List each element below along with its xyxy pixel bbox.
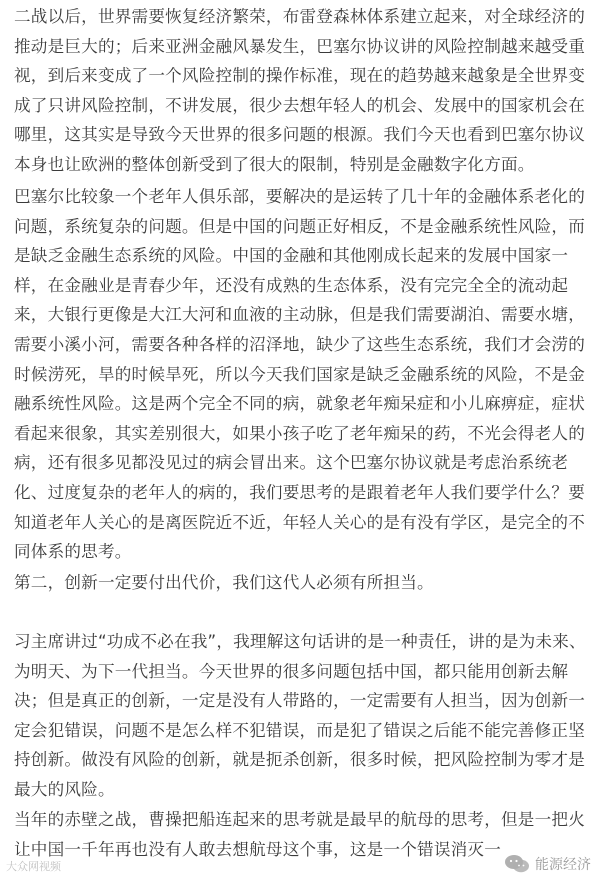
text-line: 决；但是真正的创新，一定是没有人带路的，一定需要有人担当，因为创新一 bbox=[14, 691, 585, 711]
text-line: 习主席讲过“功成不必在我”，我理解这句话讲的是一种责任，讲的是为未来、 bbox=[14, 632, 586, 651]
text-line: 知道老年人关心的是离医院近不近，年轻人关心的是有没有学区，是完全的不 bbox=[14, 512, 585, 532]
text-line: 当年的赤壁之战，曹操把船连起来的思考就是最早的航母的思考，但是一把火 bbox=[14, 810, 585, 829]
text-line: 二战以后，世界需要恢复经济繁荣，布雷登森林体系建立起来，对全球经济的 bbox=[14, 7, 585, 26]
text-line: 来，大银行更像是大江大河和血液的主动脉，但是我们需要湖泊、需要水塘， bbox=[14, 305, 585, 325]
text-line: 第二，创新一定要付出代价，我们这代人必须有所担当。 bbox=[14, 573, 434, 592]
paragraph-1 bbox=[14, 2, 585, 180]
text-line: 为明天、为下一代担当。今天世界的很多问题包括中国，都只能用创新去解 bbox=[14, 661, 569, 681]
watermark-left: 大众网视频 bbox=[6, 860, 61, 873]
text-line: 定会犯错误，问题不是怎么样不犯错误，而是犯了错误之后能不能完善修正坚 bbox=[14, 720, 585, 740]
text-line: 同体系的思考。 bbox=[14, 542, 132, 562]
text-line: 成了只讲风险控制，不讲发展，很少去想年轻人的机会、发展中的国家机会在 bbox=[14, 95, 585, 115]
paragraph-5 bbox=[14, 805, 585, 864]
paragraph-3-heading bbox=[14, 568, 434, 598]
text-line: 持创新。做没有风险的创新，就是扼杀创新，很多时候，把风险控制为零才是 bbox=[14, 750, 585, 770]
text-line: 样，在金融业是青春少年，还没有成熟的生态体系，没有完完全全的流动起 bbox=[14, 275, 569, 295]
text-line: 时候涝死，旱的时候旱死，所以今天我们国家是缺乏金融系统的风险，不是金 bbox=[14, 364, 585, 384]
paragraph-4 bbox=[14, 627, 586, 805]
wechat-icon bbox=[504, 854, 530, 874]
text-line: 本身也让欧洲的整体创新受到了很大的限制，特别是金融数字化方面。 bbox=[14, 154, 535, 174]
paragraph-2 bbox=[14, 182, 585, 567]
text-line: 问题，系统复杂的问题。但是中国的问题正好相反，不是金融系统性风险，而 bbox=[14, 216, 585, 236]
text-line: 让中国一千年再也没有人敢去想航母这个事，这是一个错误消灭一 bbox=[14, 839, 502, 859]
text-line: 哪里，这其实是导致今天世界的很多问题的根源。我们今天也看到巴塞尔协议 bbox=[14, 125, 585, 145]
text-line: 是缺乏金融生态系统的风险。中国的金融和其他刚成长起来的发展中国家一 bbox=[14, 246, 569, 266]
text-line: 需要小溪小河，需要各种各样的沼泽地，缺少了这些生态系统，我们才会涝的 bbox=[14, 334, 585, 354]
text-line: 视，到后来变成了一个风险控制的操作标准，现在的趋势越来越象是全世界变 bbox=[14, 66, 585, 86]
text-line: 巴塞尔比较象一个老年人俱乐部，要解决的是运转了几十年的金融体系老化的 bbox=[14, 187, 585, 206]
watermark-right bbox=[504, 854, 591, 874]
text-line: 看起来很象，其实差别很大，如果小孩子吃了老年痴呆的药，不光会得老人的 bbox=[14, 423, 585, 443]
text-line: 化、过度复杂的老年人的病的，我们要思考的是跟着老年人我们要学什么？要 bbox=[14, 482, 585, 502]
text-line: 病，还有很多见都没见过的病会冒出来。这个巴塞尔协议就是考虑治系统老 bbox=[14, 453, 569, 473]
text-line: 推动是巨大的；后来亚洲金融风暴发生，巴塞尔协议讲的风险控制越来越受重 bbox=[14, 36, 585, 56]
text-line: 最大的风险。 bbox=[14, 779, 115, 799]
watermark-right-text: 能源经济 bbox=[535, 857, 591, 873]
text-line: 融系统性风险。这是两个完全不同的病，就象老年痴呆症和小儿麻痹症，症状 bbox=[14, 394, 585, 414]
